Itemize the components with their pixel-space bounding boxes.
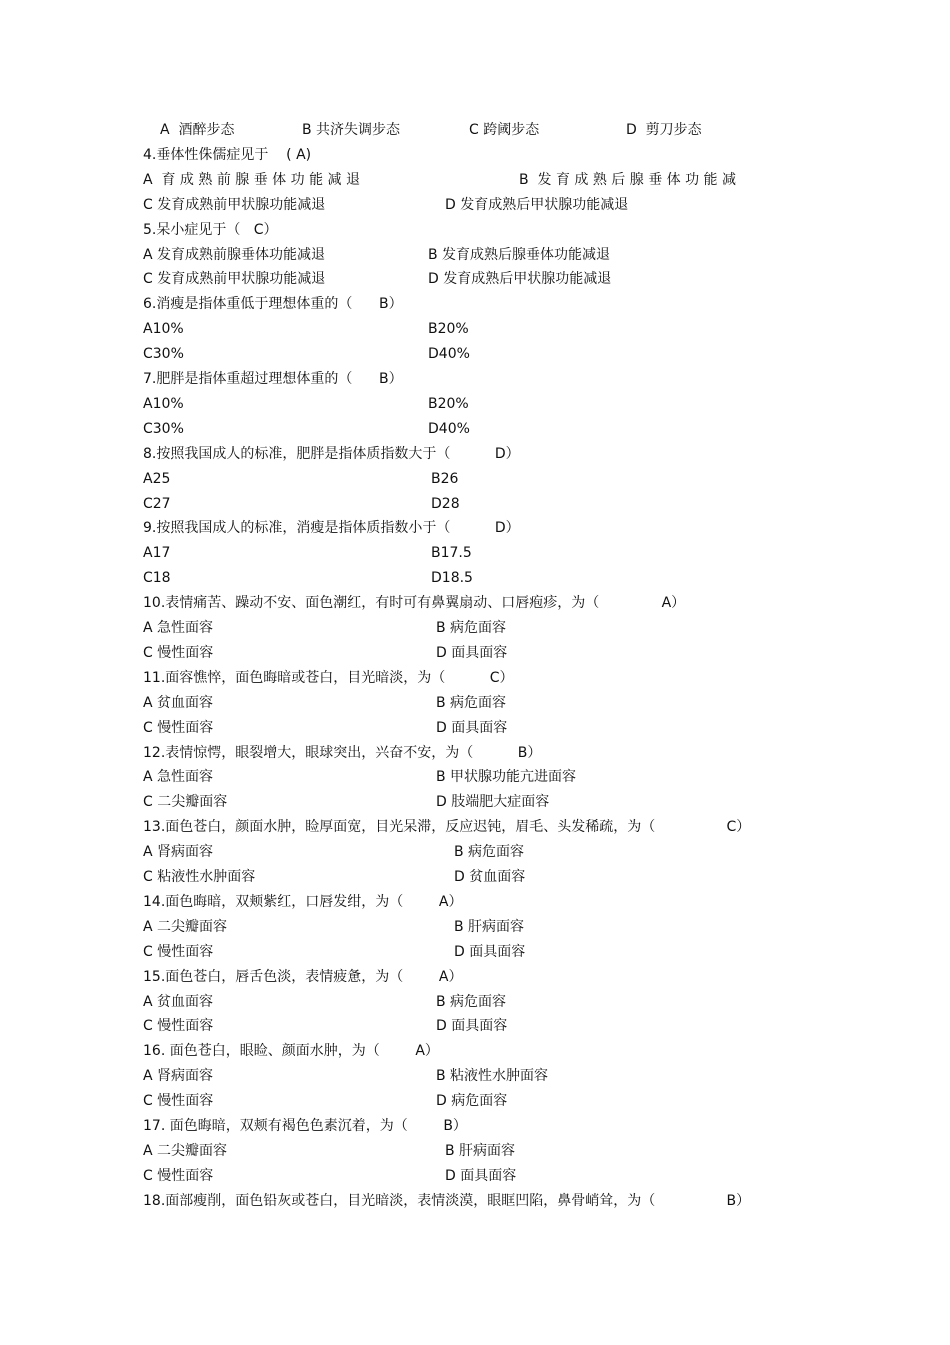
option-b: B 甲状腺功能亢进面容 — [436, 769, 577, 786]
question-stem: 15.面色苍白，唇舌色淡，表情疲惫，为（ A） — [143, 968, 463, 985]
option-a: A 发育成熟前腺垂体功能减退 — [143, 246, 326, 263]
option-b: B20% — [428, 395, 469, 412]
option-a: A 急性面容 — [143, 620, 214, 636]
question-stem: 14.面色晦暗，双颊紫红，口唇发绀，为（ A） — [143, 893, 463, 910]
option-d: D40% — [428, 420, 470, 437]
option-b: B 发 育 成 熟 后 腺 垂 体 功 能 减 — [519, 171, 737, 188]
option-c: C 慢性面容 — [143, 1018, 214, 1035]
option-b: B 病危面容 — [454, 844, 525, 861]
option-c: C 粘液性水肿面容 — [143, 869, 256, 885]
option-a: A 二尖瓣面容 — [143, 1142, 228, 1159]
option-b: B20% — [428, 321, 469, 338]
option-b: B 发育成熟后腺垂体功能减退 — [428, 246, 611, 263]
option-b: B 病危面容 — [436, 620, 507, 636]
question-stem: 13.面色苍白，颜面水肿，睑厚面宽，目光呆滞，反应迟钝，眉毛、头发稀疏，为（ C） — [143, 819, 751, 836]
question-stem: 4.垂体性侏儒症见于 ( A) — [143, 146, 312, 163]
option-d: D40% — [428, 346, 470, 363]
option-d: D18.5 — [431, 570, 473, 587]
option-c: C 发育成熟前甲状腺功能减退 — [143, 271, 326, 288]
option-b: B17.5 — [431, 545, 472, 562]
question-stem: 11.面容憔悴，面色晦暗或苍白，目光暗淡，为（ C） — [143, 669, 514, 686]
option-c: C 发育成熟前甲状腺功能减退 — [143, 196, 326, 213]
option-d: D 贫血面容 — [454, 869, 526, 885]
question-stem: 17. 面色晦暗，双颊有褐色色素沉着，为（ B） — [143, 1118, 467, 1134]
question-stem: 18.面部瘦削，面色铅灰或苍白，目光暗淡，表情淡漠，眼眶凹陷，鼻骨峭耸，为（ B） — [143, 1192, 751, 1209]
option-c: C18 — [143, 570, 171, 587]
option-b: B 病危面容 — [436, 993, 507, 1010]
option-c: C 慢性面容 — [143, 943, 214, 960]
question-stem: 8.按照我国成人的标准，肥胖是指体质指数大于（ D） — [143, 445, 520, 462]
option-a: A 酒醉步态 — [160, 122, 235, 138]
option-a: A17 — [143, 545, 171, 562]
option-d: D 肢端肥大症面容 — [436, 794, 550, 811]
option-b: B 肝病面容 — [445, 1142, 516, 1159]
option-d: D 面具面容 — [436, 644, 508, 661]
option-a: A 肾病面容 — [143, 844, 214, 861]
option-a: A 贫血面容 — [143, 993, 214, 1010]
question-stem: 9.按照我国成人的标准，消瘦是指体质指数小于（ D） — [143, 520, 520, 537]
option-a: A 贫血面容 — [143, 694, 214, 711]
question-stem: 12.表情惊愕，眼裂增大，眼球突出，兴奋不安，为（ B） — [143, 744, 542, 761]
option-d: D 面具面容 — [436, 1018, 508, 1035]
question-stem: 5.呆小症见于（ C） — [143, 221, 278, 238]
option-a: A 急性面容 — [143, 769, 214, 786]
option-d: D 病危面容 — [436, 1093, 508, 1110]
option-c: C30% — [143, 420, 184, 437]
option-d: D28 — [431, 495, 460, 512]
question-stem: 16. 面色苍白，眼睑、颜面水肿，为（ A） — [143, 1043, 439, 1060]
option-c: C 慢性面容 — [143, 1167, 214, 1184]
option-c: C 慢性面容 — [143, 644, 214, 661]
option-b: B 肝病面容 — [454, 918, 525, 935]
option-c: C 二尖瓣面容 — [143, 794, 228, 811]
option-c: C 跨阈步态 — [469, 122, 540, 138]
option-a: A25 — [143, 470, 171, 487]
option-d: D 发育成熟后甲状腺功能减退 — [428, 271, 612, 288]
question-stem: 6.消瘦是指体重低于理想体重的（ B） — [143, 296, 403, 313]
question-stem: 7.肥胖是指体重超过理想体重的（ B） — [143, 371, 403, 387]
option-d: D 剪刀步态 — [626, 122, 702, 138]
option-b: B 病危面容 — [436, 694, 507, 711]
option-b: B26 — [431, 470, 459, 487]
option-a: A 育 成 熟 前 腺 垂 体 功 能 减 退 — [143, 171, 360, 188]
option-d: D 面具面容 — [436, 719, 508, 736]
option-c: C30% — [143, 346, 184, 363]
option-b: B 共济失调步态 — [302, 122, 401, 138]
option-b: B 粘液性水肿面容 — [436, 1068, 549, 1085]
option-d: D 发育成熟后甲状腺功能减退 — [445, 196, 629, 213]
option-a: A 二尖瓣面容 — [143, 918, 228, 935]
option-a: A 肾病面容 — [143, 1068, 214, 1085]
question-stem: 10.表情痛苦、躁动不安、面色潮红，有时可有鼻翼扇动、口唇疱疹，为（ A） — [143, 595, 686, 612]
option-c: C 慢性面容 — [143, 1093, 214, 1110]
option-a: A10% — [143, 321, 184, 338]
option-a: A10% — [143, 395, 184, 412]
option-d: D 面具面容 — [445, 1167, 517, 1184]
option-d: D 面具面容 — [454, 943, 526, 960]
option-c: C 慢性面容 — [143, 719, 214, 736]
option-c: C27 — [143, 495, 171, 512]
